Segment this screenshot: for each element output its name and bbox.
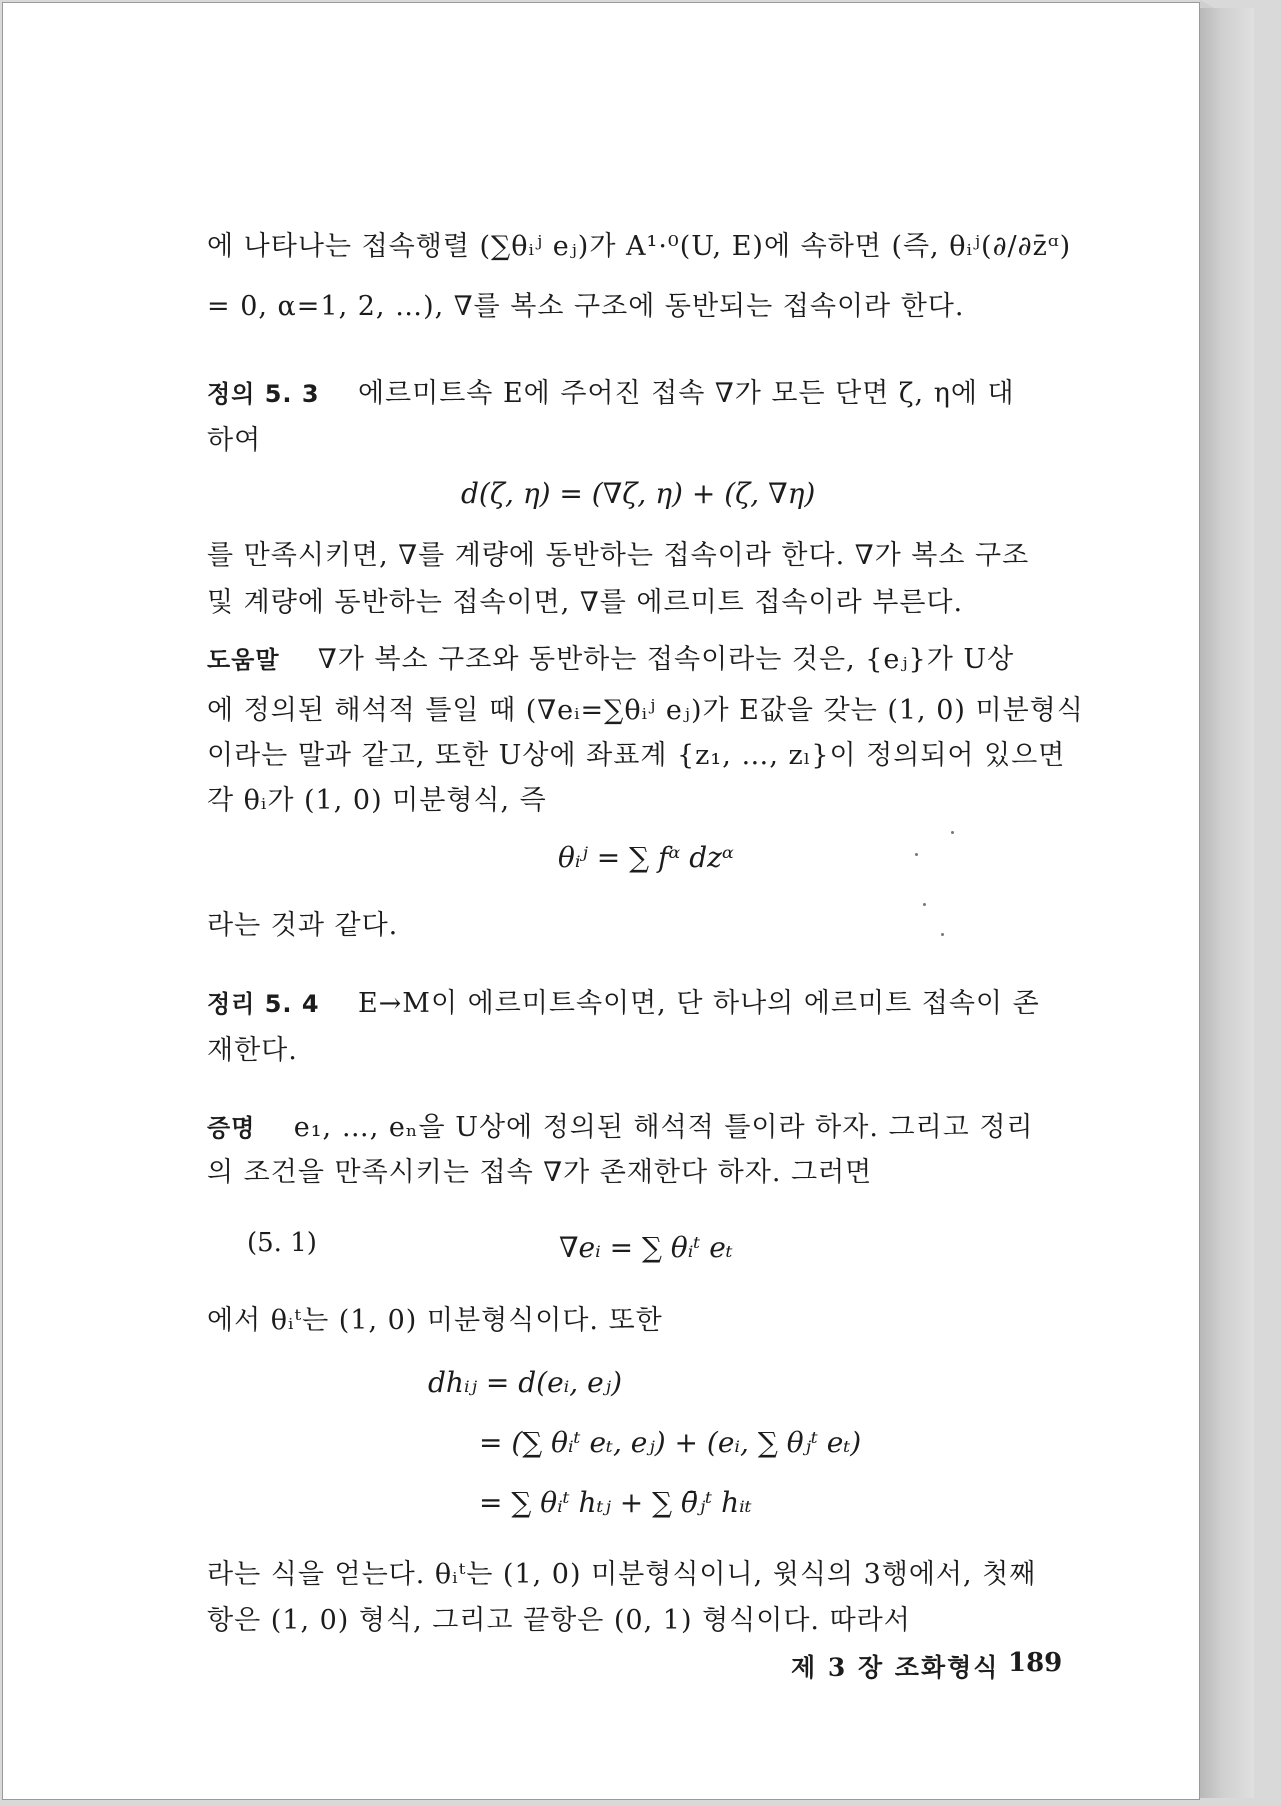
proof-label: 증명 (207, 1114, 256, 1142)
chapter-footer: 제 3 장 조화형식 (791, 1653, 1000, 1682)
proof-line-1 (207, 1108, 1034, 1148)
equation-dh-2: = (∑ θᵢᵗ eₜ, eⱼ) + (eᵢ, ∑ θⱼᵗ eₜ) (479, 1426, 862, 1459)
scan-speck (941, 933, 944, 936)
text-line-2: = 0, α=1, 2, …), ∇를 복소 구조에 동반되는 접속이라 한다. (207, 291, 965, 322)
text-line-15: 재한다. (207, 1035, 298, 1066)
text-line-23: 라는 식을 얻는다. θᵢᵗ는 (1, 0) 미분형식이니, 윗식의 3행에서, 첫째 (207, 1559, 1037, 1590)
equation-dh-1: dhᵢⱼ = d(eᵢ, eⱼ) (428, 1366, 622, 1399)
text-line-17: 의 조건을 만족시키는 접속 ∇가 존재한다 하자. 그러면 (207, 1157, 873, 1188)
page-number: 189 (1008, 1648, 1063, 1678)
equation-theta: θᵢʲ = ∑ fᵅ dzᵅ (558, 841, 734, 874)
definition-label: 정의 5. 3 (207, 380, 320, 408)
theorem-label: 정리 5. 4 (207, 990, 320, 1018)
text-line-24: 항은 (1, 0) 형식, 그리고 끝항은 (0, 1) 형식이다. 따라서 (207, 1605, 911, 1636)
text-line-6: 를 만족시키면, ∇를 계량에 동반하는 접속이라 한다. ∇가 복소 구조 (207, 540, 1030, 571)
remark-text: ∇가 복소 구조와 동반하는 접속이라는 것은, {eⱼ}가 U상 (317, 644, 1015, 675)
equation-5-1: ∇eᵢ = ∑ θᵢᵗ eₜ (559, 1231, 733, 1264)
page-edge-shadow (1200, 8, 1254, 1798)
book-page (2, 2, 1200, 1800)
remark-line-1 (207, 640, 1014, 680)
definition-text: 에르미트속 E에 주어진 접속 ∇가 모든 단면 ζ, η에 대 (357, 378, 1015, 409)
text-line-1: 에 나타나는 접속행렬 (∑θᵢʲ eⱼ)가 A¹·⁰(U, E)에 속하면 (즉, θᵢʲ(∂/∂z̄ᵅ) (207, 231, 1072, 262)
scan-speck (951, 831, 954, 834)
equation-number: (5. 1) (247, 1228, 317, 1258)
text-line-9: 에 정의된 해석적 틀일 때 (∇eᵢ=∑θᵢʲ eⱼ)가 E값을 갖는 (1, 0) 미분형식 (207, 695, 1084, 726)
text-line-11: 각 θᵢ가 (1, 0) 미분형식, 즉 (207, 785, 547, 816)
proof-text: e₁, …, eₙ을 U상에 정의된 해석적 틀이라 하자. 그리고 정리 (293, 1112, 1034, 1143)
theorem-line-1 (207, 984, 1040, 1024)
equation-dh-3: = ∑ θᵢᵗ hₜⱼ + ∑ θ̄ⱼᵗ hᵢₜ (479, 1486, 752, 1519)
text-line-4: 하여 (207, 425, 262, 456)
definition-line-1 (207, 374, 1015, 414)
text-line-10: 이라는 말과 같고, 또한 U상에 좌표계 {z₁, …, zₗ}이 정의되어 있으면 (207, 740, 1066, 771)
scan-speck (923, 903, 926, 906)
remark-label: 도움말 (207, 646, 280, 674)
equation-metric: d(ζ, η) = (∇ζ, η) + (ζ, ∇η) (461, 477, 816, 510)
theorem-text: E→M이 에르미트속이면, 단 하나의 에르미트 접속이 존 (357, 988, 1040, 1019)
scan-speck (915, 853, 918, 856)
text-line-13: 라는 것과 같다. (207, 910, 399, 941)
text-line-19: 에서 θᵢᵗ는 (1, 0) 미분형식이다. 또한 (207, 1305, 663, 1336)
text-line-7: 및 계량에 동반하는 접속이면, ∇를 에르미트 접속이라 부른다. (207, 587, 964, 618)
